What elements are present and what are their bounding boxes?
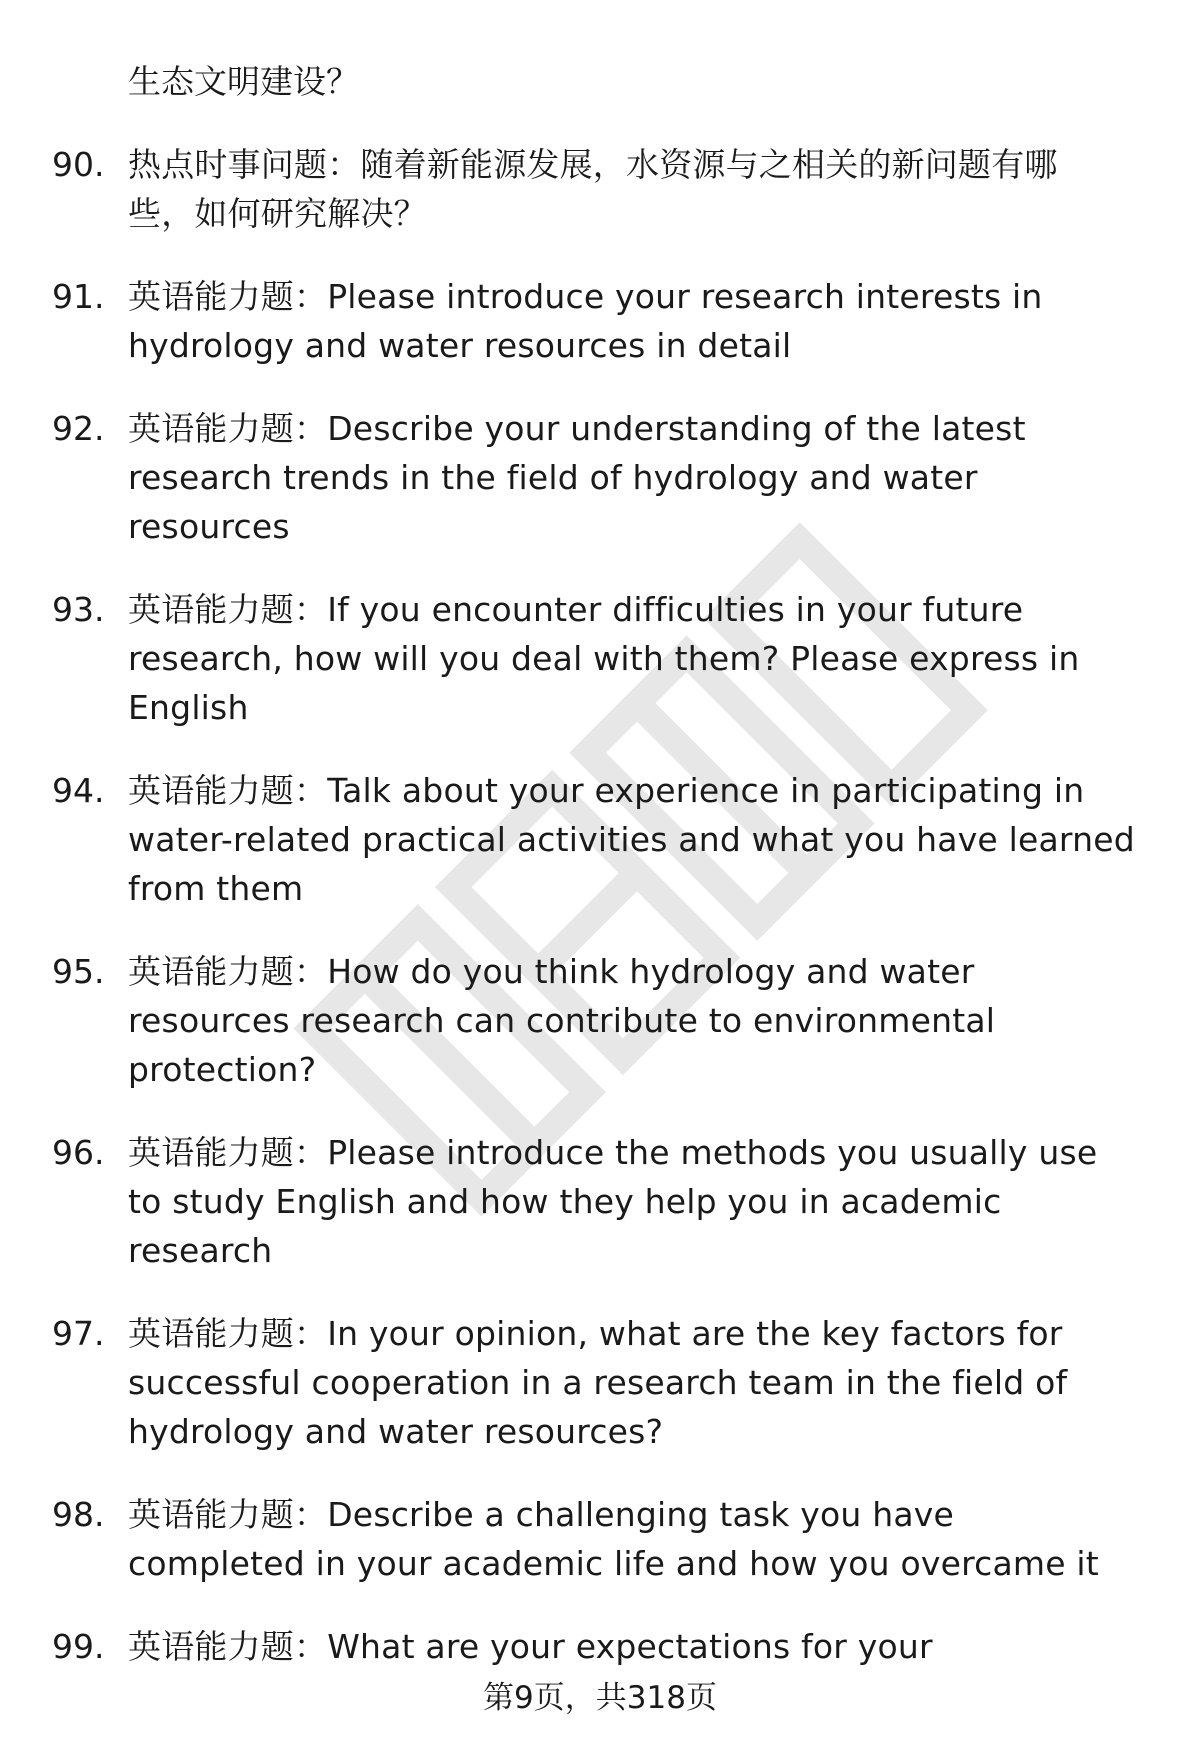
question-line: English (128, 688, 249, 727)
question-line: successful cooperation in a research team in the field of (128, 1363, 1068, 1402)
question-number: 95. (52, 952, 105, 991)
question-number: 99. (52, 1627, 105, 1666)
question-line: 英语能力题：How do you think hydrology and water (128, 952, 975, 991)
question-line: 热点时事问题：随着新能源发展，水资源与之相关的新问题有哪 (128, 145, 1058, 184)
question-line: water-related practical activities and what you have learned (128, 820, 1135, 859)
question-text (128, 1622, 1148, 1671)
list-item (0, 272, 1200, 370)
question-text (128, 1490, 1148, 1588)
list-item (0, 1128, 1200, 1275)
question-line: 英语能力题：What are your expectations for your (128, 1627, 933, 1666)
list-item (0, 1309, 1200, 1456)
question-text (128, 1128, 1148, 1275)
question-line: 英语能力题：Talk about your experience in participating in (128, 771, 1085, 810)
question-line: 英语能力题：If you encounter difficulties in your future (128, 590, 1024, 629)
list-item (0, 766, 1200, 913)
list-item (0, 1622, 1200, 1671)
question-number: 97. (52, 1314, 105, 1353)
question-number: 92. (52, 409, 105, 448)
question-line: research trends in the field of hydrology and water (128, 458, 978, 497)
question-text (128, 947, 1148, 1094)
question-number: 90. (52, 145, 105, 184)
question-number: 93. (52, 590, 105, 629)
question-line: 英语能力题：Describe your understanding of the latest (128, 409, 1026, 448)
question-text (128, 766, 1148, 913)
question-line: from them (128, 869, 304, 908)
question-text (128, 585, 1148, 732)
question-number: 94. (52, 771, 105, 810)
question-number: 98. (52, 1495, 105, 1534)
question-line: 英语能力题：Describe a challenging task you have (128, 1495, 954, 1534)
question-line: to study English and how they help you in academic (128, 1182, 1002, 1221)
question-line: hydrology and water resources in detail (128, 326, 792, 365)
question-line: research, how will you deal with them? Please express in (128, 639, 1080, 678)
question-line: protection? (128, 1050, 317, 1089)
question-line: 英语能力题：Please introduce your research interests in (128, 277, 1043, 316)
question-line: resources (128, 507, 290, 546)
list-item (0, 585, 1200, 732)
question-line: completed in your academic life and how you overcame it (128, 1544, 1099, 1583)
question-number: 96. (52, 1133, 105, 1172)
list-item (0, 947, 1200, 1094)
previous-question-tail: 生态文明建设？ (128, 62, 359, 101)
question-line: hydrology and water resources? (128, 1412, 664, 1451)
question-list (0, 140, 1200, 1705)
page-footer: 第9页，共318页 (483, 1680, 717, 1716)
list-item (0, 404, 1200, 551)
question-text (128, 272, 1148, 370)
list-item (0, 1490, 1200, 1588)
list-item (0, 140, 1200, 238)
question-text (128, 1309, 1148, 1456)
question-line: resources research can contribute to environmental (128, 1001, 996, 1040)
question-line: 英语能力题：Please introduce the methods you usually use (128, 1133, 1098, 1172)
question-number: 91. (52, 277, 105, 316)
question-line: 些，如何研究解决？ (128, 194, 427, 233)
question-text (128, 404, 1148, 551)
question-line: research (128, 1231, 273, 1270)
question-line: 英语能力题：In your opinion, what are the key factors for (128, 1314, 1063, 1353)
question-text (128, 140, 1148, 238)
